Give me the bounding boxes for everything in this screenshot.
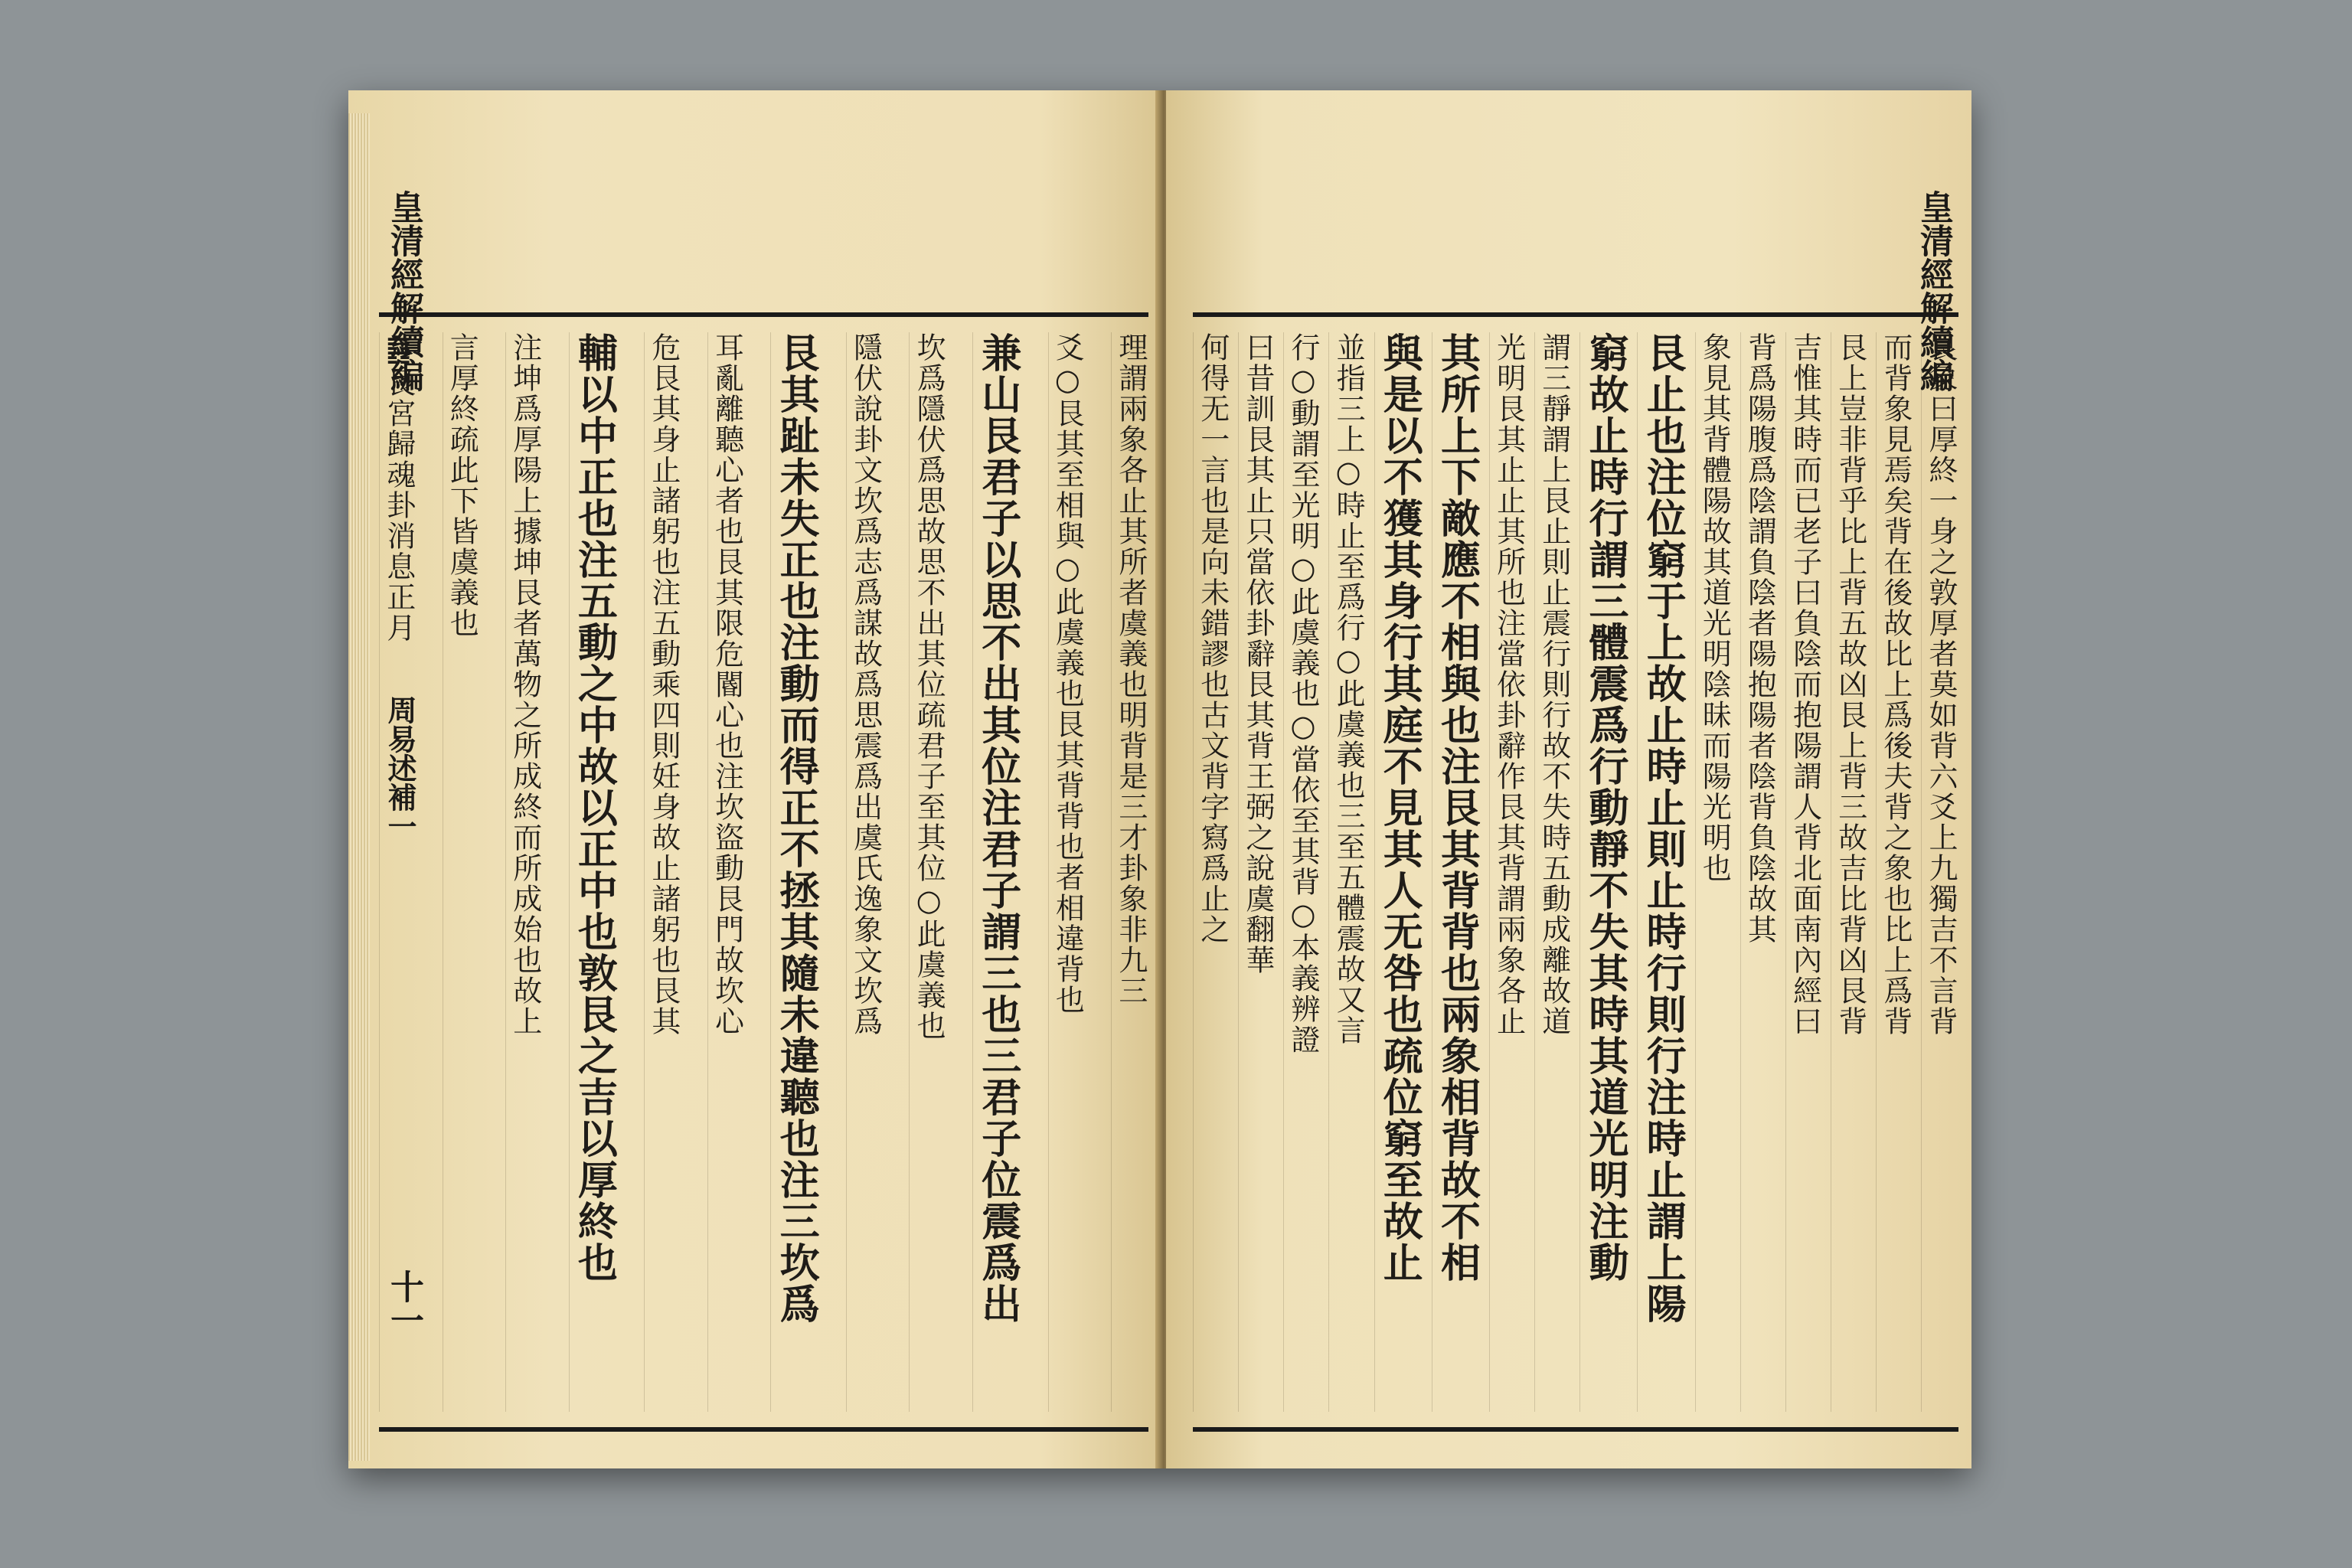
- text-column: 理謂兩象各止其所者虞義也明背是三才卦象非九三: [1111, 332, 1148, 1412]
- folio-number: 十一: [384, 1269, 423, 1337]
- right-page: [1166, 90, 1971, 1468]
- text-column: 謂三靜謂上艮止則止震行則行故不失時五動成離故道: [1534, 332, 1572, 1412]
- text-column: 並指三上○時止至爲行○此虞義也三至五體震故又言: [1328, 332, 1366, 1412]
- text-column: 吉惟其時而已老子曰負陰而抱陽謂人背北面南內經曰: [1785, 332, 1823, 1412]
- text-column: 艮止也注位窮于上故止時止則止時行則行注時止謂上陽: [1637, 332, 1687, 1412]
- text-column: 背爲陽腹爲陰謂負陰者陽抱陽者陰背負陰故其: [1740, 332, 1778, 1412]
- text-column: 輔以中正也注五動之中故以正中也敦艮之吉以厚終也: [569, 332, 619, 1412]
- text-column: 而背象見焉矣背在後故比上爲後夫背之象也比上爲背: [1876, 332, 1913, 1412]
- text-column: 耳亂離聽心者也艮其限危閽心也注坎盜動艮門故坎心: [707, 332, 745, 1412]
- text-column: 艮上豈非背乎比上背五故凶艮上背三故吉比背凶艮背: [1831, 332, 1868, 1412]
- open-book: [348, 90, 1971, 1468]
- text-column: 曰昔訓艮其止只當依卦辭艮其背王弼之說虞翻華: [1238, 332, 1276, 1412]
- text-column: 光明艮其止止其所也注當依卦辭作艮其背謂兩象各止: [1489, 332, 1527, 1412]
- right-margin-title: 皇清經解續編: [1914, 190, 1953, 392]
- text-column: 何得无一言也是向未錯謬也古文背字寫爲止之: [1193, 332, 1230, 1412]
- text-column: 與是以不獲其身行其庭不見其人无咎也疏位窮至故止: [1374, 332, 1424, 1412]
- text-column: ䷳艮宮歸魂卦消息正月: [379, 332, 416, 1412]
- text-column: 隱伏說卦文坎爲志爲謀故爲思震爲出虞氏逸象文坎爲: [846, 332, 884, 1412]
- text-column: 其所上下敵應不相與也注艮其背背也兩象相背故不相: [1432, 332, 1481, 1412]
- text-column: 象見其背體陽故其道光明陰昧而陽光明也: [1695, 332, 1733, 1412]
- left-margin-title: 皇清經解續編: [384, 190, 423, 392]
- right-text-columns: [1193, 332, 1958, 1412]
- text-column: 兼山艮君子以思不出其位注君子謂三也三君子位震爲出: [972, 332, 1022, 1412]
- text-column: 坎爲隱伏爲思故思不出其位疏君子至其位○此虞義也: [909, 332, 946, 1412]
- text-column: 行○動謂至光明○此虞義也○當依至其背○本義辨證: [1283, 332, 1321, 1412]
- text-column: 窮故止時行謂三體震爲行動靜不失其時其道光明注動: [1579, 332, 1629, 1412]
- text-column: 危艮其身止諸躬也注五動乘四則妊身故止諸躬也艮其: [644, 332, 681, 1412]
- text-column: 艮其趾未失正也注動而得正不拯其隨未違聽也注三坎爲: [770, 332, 820, 1412]
- chapter-label: 周易述補一: [383, 695, 417, 841]
- text-column: 注坤爲厚陽上據坤艮者萬物之所成終而所成始也故上: [505, 332, 543, 1412]
- left-page: [348, 90, 1161, 1468]
- left-text-columns: [379, 332, 1148, 1412]
- left-text-frame: [379, 312, 1148, 1432]
- right-text-frame: [1193, 312, 1958, 1432]
- text-column: 言厚終疏此下皆虞義也: [443, 332, 480, 1412]
- page-edges: [348, 113, 370, 1461]
- text-column: 爻○艮其至相與○此虞義也艮其背背也者相違背也: [1048, 332, 1086, 1412]
- text-column: 艮象曰厚終一身之敦厚者莫如背六爻上九獨吉不言背: [1921, 332, 1958, 1412]
